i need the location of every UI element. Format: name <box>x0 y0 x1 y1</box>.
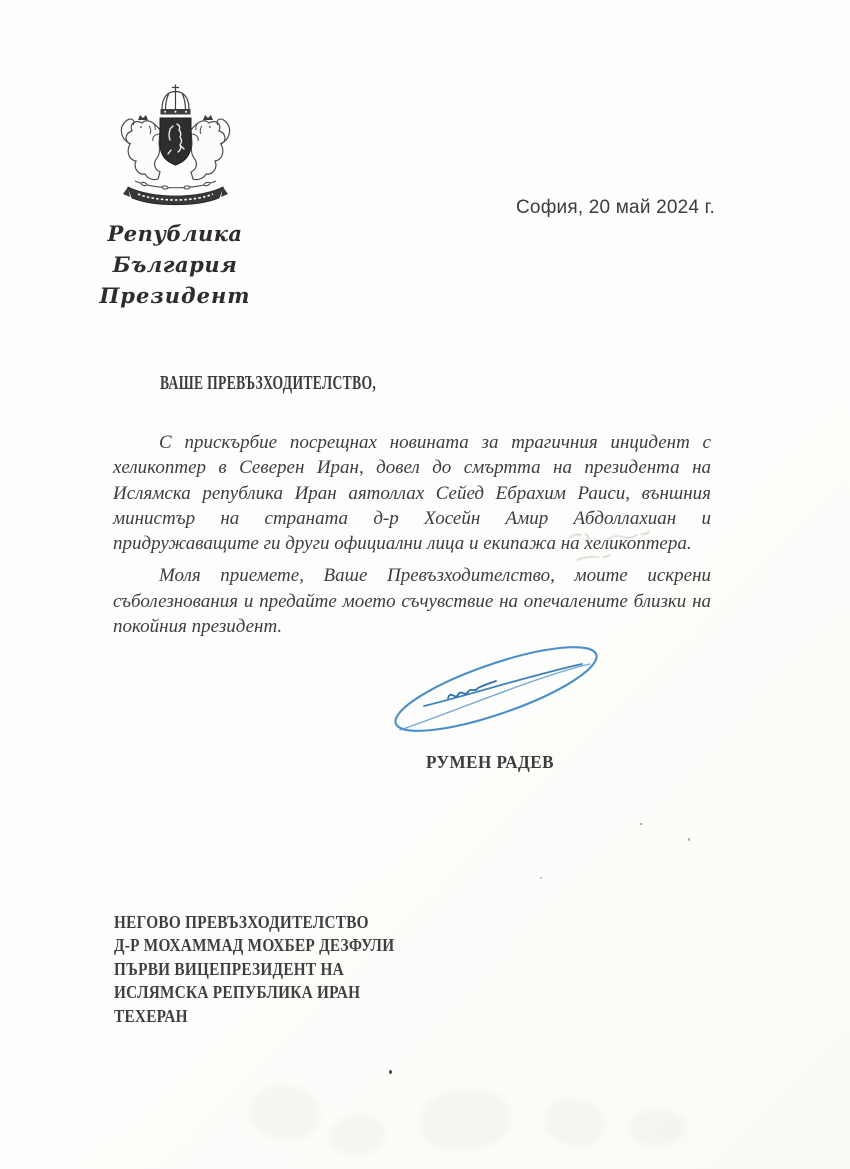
body-paragraph-1: С прискърбие посрещнах новината за трагичния инцидент с хеликоптер в Северен Иран, довел до смъртта на президента на Ислямска република Иран аятоллах Сейед Ебрахим Раиси, външния министър на страната д-р Хосейн Амир Абдоллахиан и придружаващите ги други официални лица и екипажа на хеликоптера. <box>113 432 711 555</box>
institution-office: Президент <box>99 283 251 308</box>
salutation: ВАШЕ ПРЕВЪЗХОДИТЕЛСТВО, <box>160 372 377 394</box>
scan-ghosting <box>327 1111 388 1160</box>
scan-ghosting <box>542 1095 609 1150</box>
scan-speck <box>389 1070 392 1074</box>
recipient-line: ТЕХЕРАН <box>114 1005 188 1026</box>
recipient-line: ИСЛЯМСКА РЕПУБЛИКА ИРАН <box>114 982 361 1003</box>
dateline: София, 20 май 2024 г. <box>516 197 715 218</box>
signer-name: РУМЕН РАДЕВ <box>425 752 555 772</box>
scan-speck <box>640 823 642 825</box>
scan-smudge <box>563 524 678 569</box>
scan-speck <box>688 838 690 841</box>
scan-ghosting <box>630 1110 685 1145</box>
body-paragraph-2: Моля приемете, Ваше Превъзходителство, моите искрени съболезнования и предайте моето съчувствие на опечалените близки на покойния президент. <box>113 565 711 638</box>
recipient-line: НЕГОВО ПРЕВЪЗХОДИТЕЛСТВО <box>114 912 369 932</box>
scan-ghosting <box>247 1080 324 1144</box>
signature-ink <box>378 642 608 742</box>
letterhead-institution <box>60 218 290 311</box>
recipient-address <box>114 911 394 1028</box>
recipient-line: Д-Р МОХАММАД МОХБЕР ДЕЗФУЛИ <box>114 935 395 956</box>
scan-ghosting <box>417 1085 513 1154</box>
institution-name: Република България <box>107 221 243 277</box>
coat-of-arms-emblem <box>107 84 244 209</box>
recipient-line: ПЪРВИ ВИЦЕПРЕЗИДЕНТ НА <box>114 958 344 979</box>
scan-speck <box>540 877 542 879</box>
